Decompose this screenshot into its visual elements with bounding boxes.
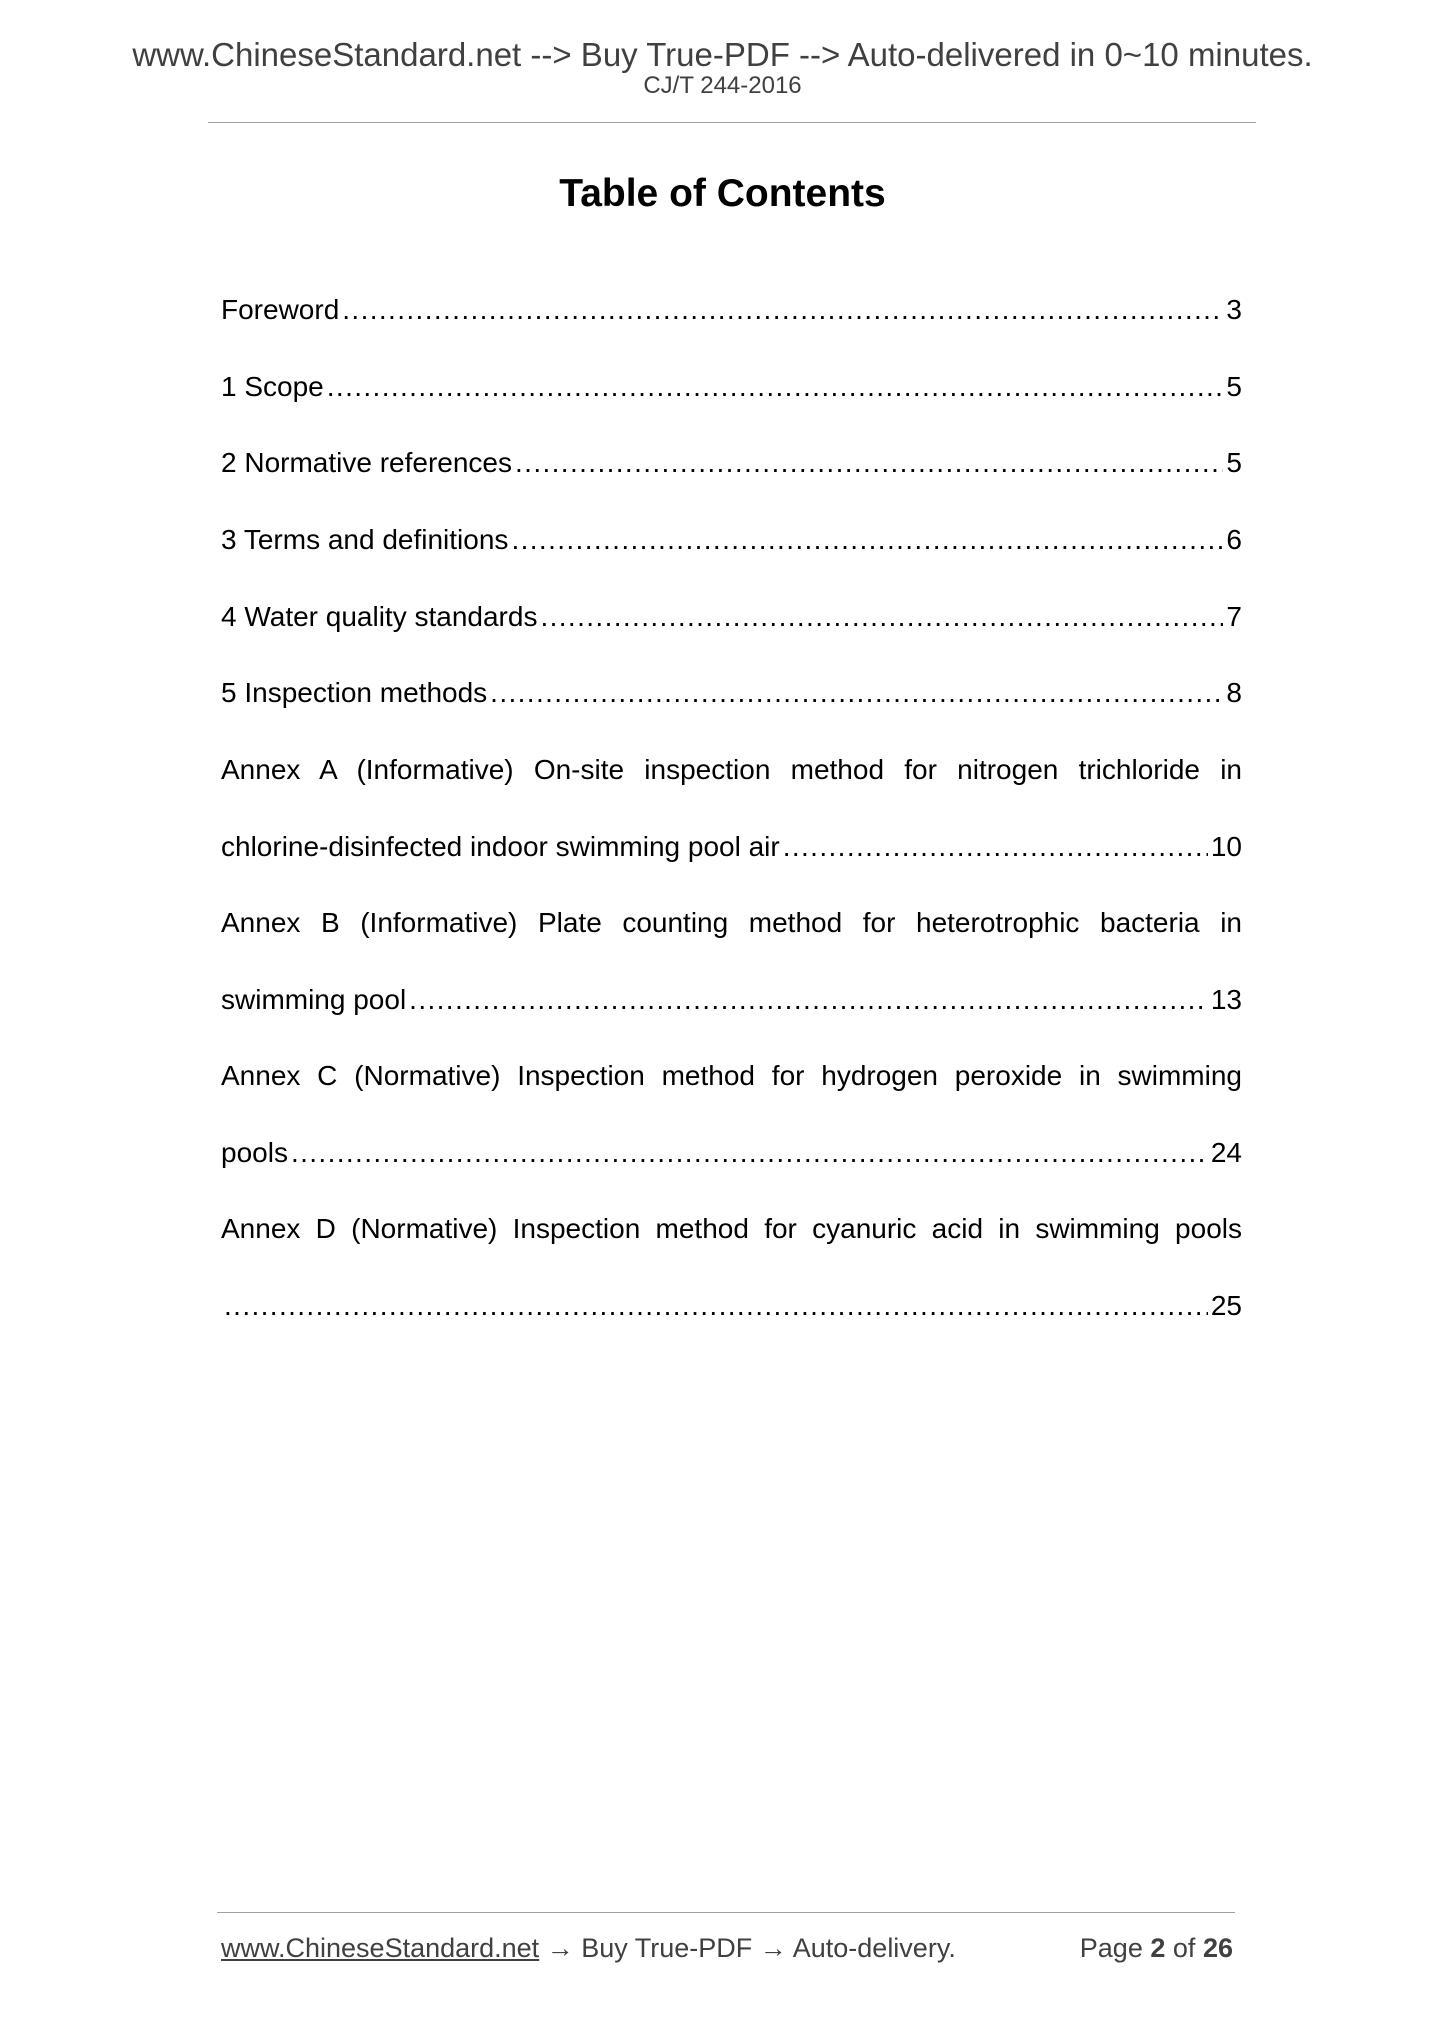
toc-entry-page: 6 xyxy=(1226,524,1242,555)
toc-entry-page: 7 xyxy=(1226,601,1242,632)
toc-entry-page: 3 xyxy=(1226,294,1242,325)
footer-site-link[interactable]: www.ChineseStandard.net xyxy=(221,1933,540,1963)
toc-entry-page: 13 xyxy=(1210,984,1242,1015)
document-code: CJ/T 244-2016 xyxy=(643,72,802,99)
toc-entry-page: 24 xyxy=(1210,1137,1242,1168)
toc-entry-normative-references[interactable] xyxy=(221,449,1242,477)
toc-entry-annex-b[interactable] xyxy=(221,907,1242,1015)
toc-entry-page: 8 xyxy=(1226,677,1242,708)
toc-entry-label-line1: Annex B (Informative) Plate counting method for heterotrophic bacteria in xyxy=(221,907,1242,938)
toc-entry-page: 5 xyxy=(1226,371,1242,402)
footer-page-indicator xyxy=(1080,1935,1233,1962)
toc-entry-label-line2: chlorine-disinfected indoor swimming pool air xyxy=(221,831,780,862)
toc-entry-foreword[interactable] xyxy=(221,296,1242,324)
toc-entry-label-line2: pools xyxy=(221,1137,288,1168)
toc-entry-scope[interactable] xyxy=(221,373,1242,401)
toc-entry-label: 4 Water quality standards xyxy=(221,601,538,632)
toc-entry-label: 1 Scope xyxy=(221,371,324,402)
footer-of-word: of xyxy=(1172,1933,1196,1963)
toc-entry-water-quality-standards[interactable] xyxy=(221,603,1242,631)
toc-entry-annex-a[interactable] xyxy=(221,754,1242,862)
toc-entry-label: Foreword xyxy=(221,294,340,325)
toc-dot-leader xyxy=(342,296,1223,324)
toc-title: Table of Contents xyxy=(559,172,886,215)
toc-entry-annex-d[interactable] xyxy=(221,1213,1242,1321)
toc-dot-leader xyxy=(224,1292,1208,1320)
toc-entry-label-line2: swimming pool xyxy=(221,984,407,1015)
toc-entry-label-line1: Annex C (Normative) Inspection method for hydrogen peroxide in swimming xyxy=(221,1060,1242,1091)
toc-dot-leader xyxy=(511,526,1223,554)
toc-entry-inspection-methods[interactable] xyxy=(221,679,1242,707)
toc-entry-page: 10 xyxy=(1210,831,1242,862)
toc-dot-leader xyxy=(783,833,1208,861)
toc-entry-page: 5 xyxy=(1226,447,1242,478)
toc-entry-label: 2 Normative references xyxy=(221,447,513,478)
toc-dot-leader xyxy=(291,1139,1208,1167)
toc-entry-label: 5 Inspection methods xyxy=(221,677,488,708)
toc-entry-page: 25 xyxy=(1210,1290,1242,1321)
toc-entry-label-line1: Annex A (Informative) On-site inspection method for nitrogen trichloride in xyxy=(221,754,1242,785)
footer-tagline: → Buy True-PDF → Auto-delivery. xyxy=(539,1933,956,1963)
footer-current-page: 2 xyxy=(1150,1933,1166,1963)
toc-entry-annex-c[interactable] xyxy=(221,1060,1242,1168)
footer-total-pages: 26 xyxy=(1202,1933,1233,1963)
toc-dot-leader xyxy=(540,603,1223,631)
toc-dot-leader xyxy=(490,679,1223,707)
toc-dot-leader xyxy=(515,449,1223,477)
toc-dot-leader xyxy=(409,986,1208,1014)
toc-dot-leader xyxy=(327,373,1224,401)
footer-page-word: Page xyxy=(1079,1933,1143,1963)
header-divider xyxy=(208,122,1256,123)
footer-divider xyxy=(217,1912,1235,1913)
toc-entry-label: 3 Terms and definitions xyxy=(221,524,509,555)
toc-entry-label-line1: Annex D (Normative) Inspection method for cyanuric acid in swimming pools xyxy=(221,1213,1242,1244)
footer-left xyxy=(221,1935,956,1962)
top-banner: www.ChineseStandard.net --> Buy True-PDF --> Auto-delivered in 0~10 minutes. xyxy=(132,36,1313,73)
toc-entry-terms-and-definitions[interactable] xyxy=(221,526,1242,554)
